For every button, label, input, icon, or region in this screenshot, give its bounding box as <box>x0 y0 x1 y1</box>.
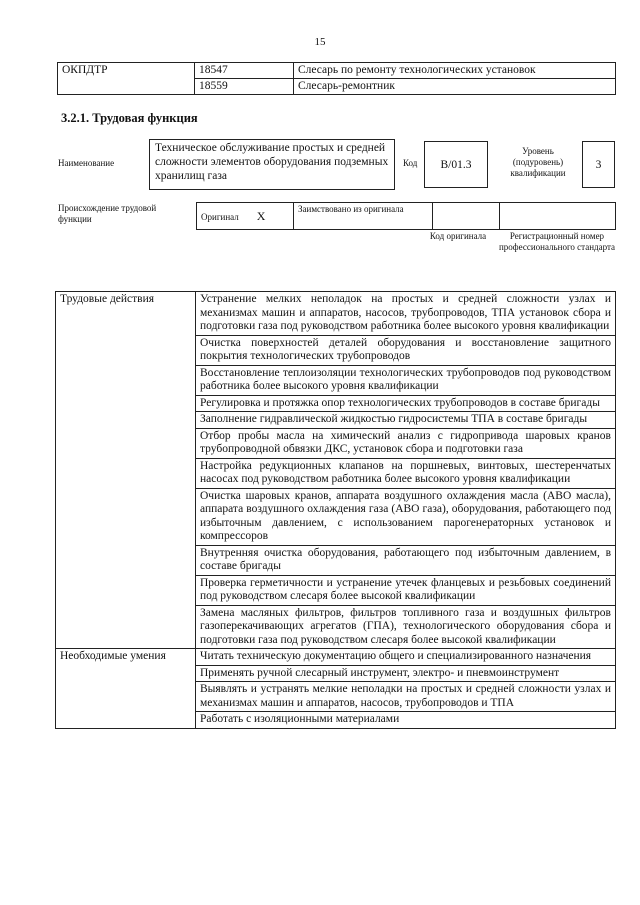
skill-item: Выявлять и устранять мелкие неполадки на простых и средней сложности узлах и механизмах машин и аппаратов, насосов, трубопроводов и ТПА <box>196 682 616 712</box>
original-code-cell <box>433 203 500 230</box>
code-label: Код <box>403 158 418 168</box>
labor-action-item: Устранение мелких неполадок на простых и средней сложности узлах и механизмах машин и аппаратов, насосов, трубопроводов, ТПА установок сбора и подготовки газа под руководством работника более высокого уровня квалификации <box>196 292 616 336</box>
labor-action-item: Проверка герметичности и устранение утечек фланцевых и резьбовых соединений под руководством слесаря более высокой квалификации <box>196 575 616 605</box>
origin-table <box>196 202 616 230</box>
page-number: 15 <box>314 36 326 48</box>
labor-action-item: Настройка редукционных клапанов на поршневых, винтовых, шестеренчатых насосах под руководством работника более высокого уровня квалификации <box>196 458 616 488</box>
reg-caption: Регистрационный номер профессионального стандарта <box>498 231 616 252</box>
original-label: Оригинал <box>201 212 239 222</box>
skill-item: Применять ручной слесарный инструмент, электро- и пневмоинструмент <box>196 665 616 682</box>
okpdtr-code: 18559 <box>195 79 294 95</box>
okpdtr-name: Слесарь-ремонтник <box>294 79 616 95</box>
okpdtr-name: Слесарь по ремонту технологических установок <box>294 63 616 79</box>
skills-label: Необходимые умения <box>56 649 196 729</box>
labor-action-item: Очистка поверхностей деталей оборудования и восстановление защитного покрытия технологических трубопроводов <box>196 335 616 365</box>
skill-item: Работать с изоляционными материалами <box>196 712 616 729</box>
okpdtr-table <box>57 62 616 95</box>
labor-action-item: Очистка шаровых кранов, аппарата воздушного охлаждения масла (АВО масла), аппарата воздушного охлаждения газа (АВО газа), оборудования, работающего под избыточным давлением, с использованием парогенераторных установок и компрессоров <box>196 488 616 545</box>
origin-label: Происхождение трудовой функции <box>58 203 157 224</box>
original-cell <box>197 203 294 230</box>
table-row <box>56 292 616 336</box>
okpdtr-row <box>58 63 616 79</box>
name-label: Наименование <box>58 158 115 168</box>
table-row <box>56 649 616 666</box>
section-title: 3.2.1. Трудовая функция <box>61 111 198 125</box>
level-label: Уровень (подуровень) квалификации <box>510 146 566 178</box>
reg-number-cell <box>500 203 616 230</box>
skill-item: Читать техническую документацию общего и специализированного назначения <box>196 649 616 666</box>
code-caption: Код оригинала <box>429 231 487 241</box>
function-code-box: B/01.3 <box>424 141 488 188</box>
labor-actions-label: Трудовые действия <box>56 292 196 649</box>
labor-action-item: Восстановление теплоизоляции технологических трубопроводов под руководством работника более высокого уровня квалификации <box>196 365 616 395</box>
labor-action-item: Отбор пробы масла на химический анализ с гидропривода шаровых кранов трубопроводной обвязки ДКС, установок сбора и подготовки газа <box>196 428 616 458</box>
okpdtr-label: ОКПДТР <box>58 63 195 95</box>
borrowed-cell: Заимствовано из оригинала <box>294 203 433 230</box>
function-name-box: Техническое обслуживание простых и средней сложности элементов оборудования подземных хранилищ газа <box>149 139 395 190</box>
labor-action-item: Внутренняя очистка оборудования, работающего под избыточным давлением, в составе бригады <box>196 545 616 575</box>
okpdtr-code: 18547 <box>195 63 294 79</box>
main-table <box>55 291 616 729</box>
labor-action-item: Регулировка и протяжка опор технологических трубопроводов в составе бригады <box>196 395 616 412</box>
labor-action-item: Замена масляных фильтров, фильтров топливного газа и воздушных фильтров газоперекачивающих агрегатов (ГПА), технологического оборудования сбора и подготовки газа под руководством слесаря более высокой квалификации <box>196 605 616 649</box>
level-box: 3 <box>582 141 615 188</box>
original-mark: X <box>256 209 266 223</box>
labor-action-item: Заполнение гидравлической жидкостью гидросистемы ТПА в составе бригады <box>196 412 616 429</box>
